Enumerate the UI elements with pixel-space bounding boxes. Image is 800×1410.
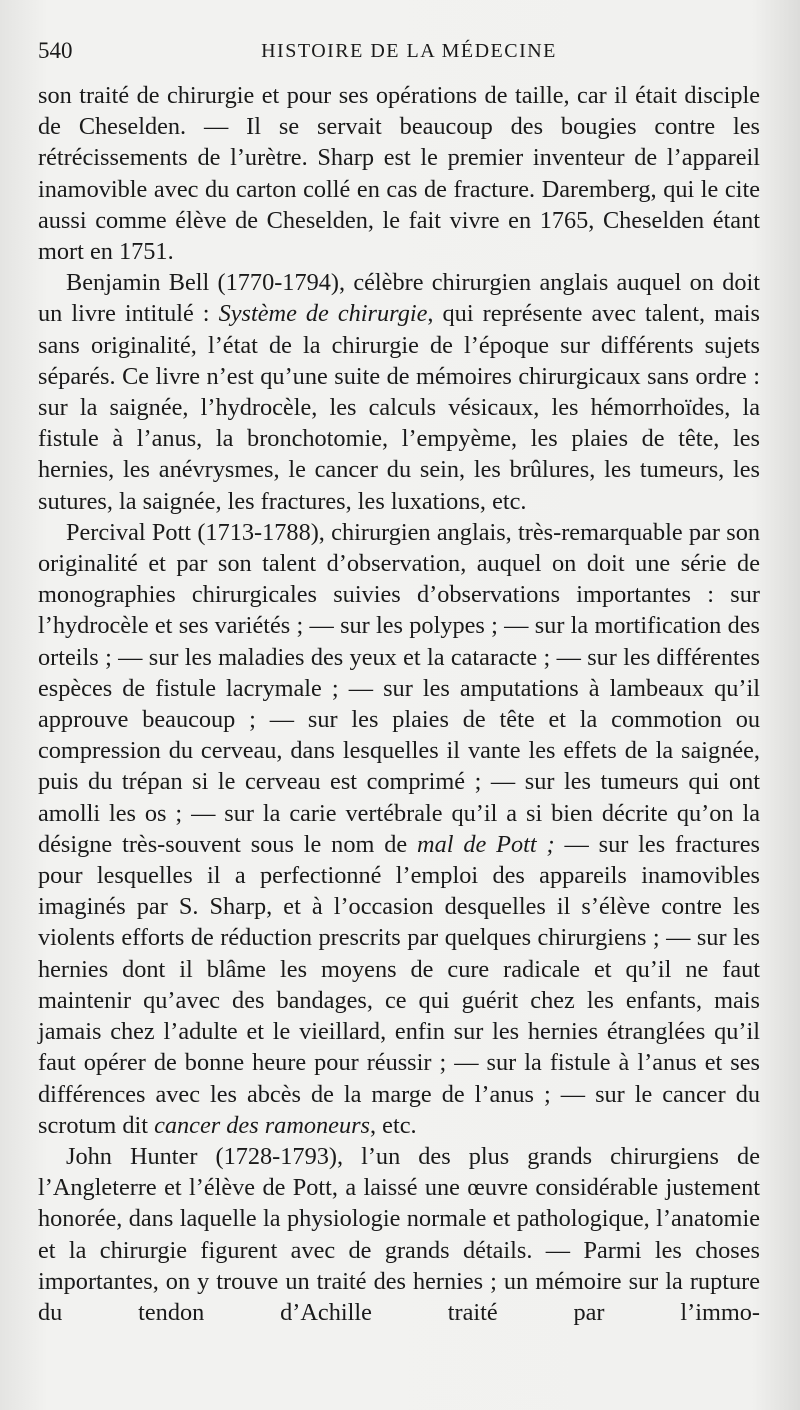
running-title: HISTOIRE DE LA MÉDECINE	[261, 40, 557, 62]
text-segment: , qui représente avec talent, mais sans originalité, l’état de la chirurgie de l’époque sur différents sujets séparés. Ce livre n’est qu’une suite de mémoires chirurgicaux sans ordre : sur la saignée, l’hydrocèle, les calculs vésicaux, les hémorrhoïdes, la fistule à l’anus, la bronchotomie, l’empyème, les plaies de tête, les hernies, les anévrysmes, le cancer du sein, les brûlures, les tumeurs, les sutures, la saignée, les fractures, les luxations, etc.	[38, 300, 761, 515]
text-segment: — sur les fractures pour lesquelles il a perfectionné l’emploi des appareils inamovibles imaginés par S. Sharp, et à l’occasion desquelles il s’élève contre les violents efforts de réduction prescrits par quelques chirurgiens ; — sur les hernies dont il blâme les moyens de cure radicale et qu’il ne faut maintenir qu’avec des bandages, ce qui guérit chez les enfants, mais jamais chez l’adulte et le vieillard, enfin sur les hernies étranglées qu’il faut opérer de bonne heure pour réussir ; — sur la fistule à l’anus et ses différences avec les abcès de la marge de l’anus ; — sur le cancer du scrotum dit	[38, 830, 761, 1139]
page-header	[38, 38, 760, 72]
book-title-italic: Système de chirurgie	[218, 300, 428, 328]
paragraph-sharp	[38, 80, 760, 267]
text-segment: , etc.	[370, 1111, 417, 1139]
paragraph-benjamin-bell	[38, 267, 760, 517]
paragraph-john-hunter	[38, 1141, 760, 1328]
paragraph-percival-pott	[38, 517, 760, 1141]
text-segment: John Hunter (1728-1793), l’un des plus grands chirurgiens de l’Angleterre et l’élève de Pott, a laissé une œuvre considérable justement honorée, dans laquelle la physiologie normale et pathologique, l’anatomie et la chirurgie figurent avec de grands détails. — Parmi les choses importantes, on y trouve un traité des hernies ; un mémoire sur la rupture du tendon d’Achille traité par l’immo-	[38, 1142, 760, 1326]
term-italic: mal de Pott ;	[417, 830, 555, 858]
text-segment: Benjamin Bell (1770-1794), célèbre chirurgien anglais auquel on doit un livre intitulé :	[38, 269, 760, 328]
page-number: 540	[38, 38, 73, 63]
text-segment: son traité de chirurgie et pour ses opérations de taille, car il était disciple de Cheselden. — Il se servait beaucoup des bougies contre les rétrécissements de l’urètre. Sharp est le premier inventeur de l’appareil inamovible avec du carton collé en cas de fracture. Daremberg, qui le cite aussi comme élève de Cheselden, le fait vivre en 1765, Cheselden étant mort en 1751.	[38, 82, 760, 266]
term-italic: cancer des ramoneurs	[154, 1111, 371, 1139]
text-segment: Percival Pott (1713-1788), chirurgien anglais, très-remarquable par son originalité et par son talent d’observation, auquel on doit une série de monographies chirurgicales suivies d’observations importantes : sur l’hydrocèle et ses variétés ; — sur les polypes ; — sur la mortification des orteils ; — sur les maladies des yeux et la cataracte ; — sur les différentes espèces de fistule lacrymale ; — sur les amputations à lambeaux qu’il approuve beaucoup ; — sur les plaies de tête et la commotion ou compression du cerveau, dans lesquelles il vante les effets de la saignée, puis du trépan si le cerveau est comprimé ; — sur les tumeurs qui ont amolli les os ; — sur la carie vertébrale qu’il a si bien décrite qu’on la désigne très-souvent sous le nom de	[38, 518, 760, 858]
body-text	[38, 80, 760, 1328]
